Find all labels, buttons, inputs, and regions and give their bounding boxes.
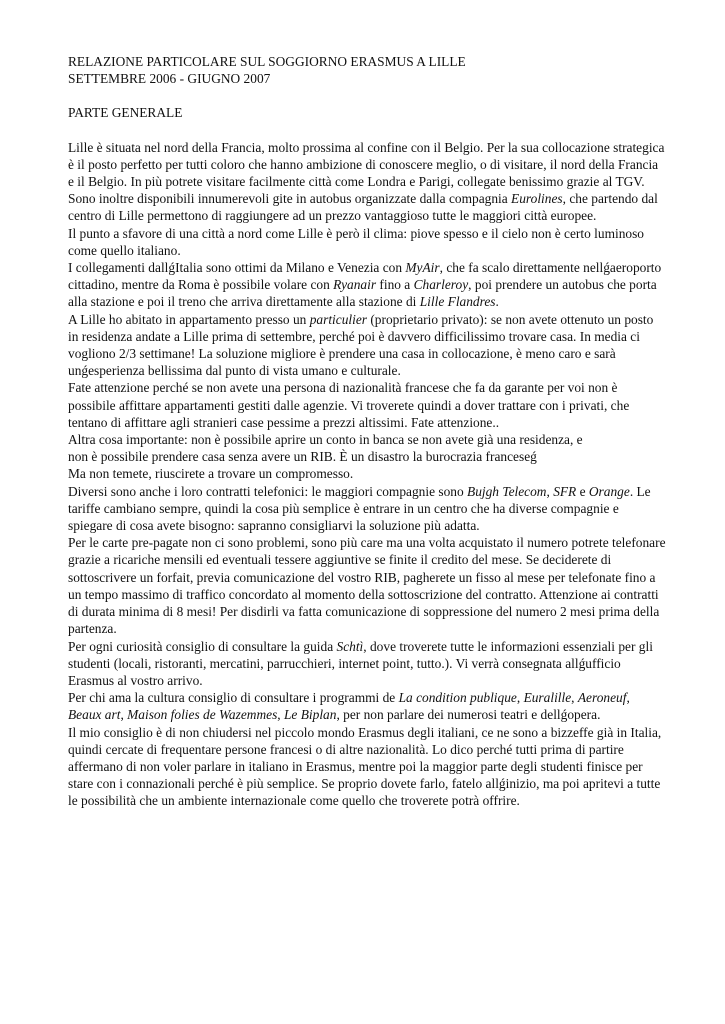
paragraph-climate: Il punto a sfavore di una città a nord come Lille è però il clima: piove spesso e il cielo non è certo luminoso come quello italiano. bbox=[68, 225, 644, 258]
paragraph-culture: Per chi ama la cultura consiglio di consultare i programmi de La condition publique, Euralille, Aeroneuf, Beaux art, Maison folies de Wazemmes, Le Biplan, per non parlare dei numerosi teatri e dellǵopera. bbox=[68, 690, 630, 723]
paragraph-bank: Altra cosa importante: non è possibile aprire un conto in banca se non avete già una residenza, e non è possibile prendere casa senza avere un RIB. È un disastro la burocrazia franceseǵ Ma non temete, riuscirete a trovare un compromesso. bbox=[68, 432, 583, 482]
title-line-2: SETTEMBRE 2006 - GIUGNO 2007 bbox=[68, 71, 271, 87]
document-title bbox=[68, 53, 666, 87]
document-page bbox=[68, 53, 666, 810]
paragraph-prepaid: Per le carte pre-pagate non ci sono problemi, sono più care ma una volta acquistato il numero potrete telefonare grazie a ricariche mensili ed eventuali tessere aggiuntive se finite il credito del mese. Se deciderete di sottoscrivere un forfait, previa comunicazione del vostro RIB, pagherete un fisso al mese per telefonate fino a un tempo massimo di traffico concordato al momento della sottoscrizione del contratto. Attenzione ai contratti di durata minima di 8 mesi! Per disdirli va fatta comunicazione di soppressione del numero 2 mesi prima della partenza. bbox=[68, 535, 666, 637]
paragraph-advice: Il mio consiglio è di non chiudersi nel piccolo mondo Erasmus degli italiani, ce ne sono a bizzeffe già in Italia, quindi cercate di frequentare persone francesi o di altre nazionalità. Lo dico perché tutti prima di partire affermano di non voler parlare in italiano in Erasmus, mentre poi la maggior parte degli studenti finisce per stare con i connazionali perché è più semplice. Se proprio dovete farlo, fatelo allǵinizio, ma poi apritevi a tutte le possibilità che un ambiente internazionale come quello che troverete potrà offrire. bbox=[68, 724, 662, 809]
paragraph-transport: I collegamenti dallǵItalia sono ottimi da Milano e Venezia con MyAir, che fa scalo direttamente nellǵaeroporto cittadino, mentre da Roma è possibile volare con Ryanair fino a Charleroy, poi prendere un autobus che porta alla stazione e poi il treno che arriva direttamente alla stazione di Lille Flandres. bbox=[68, 260, 662, 310]
paragraph-agencies: Fate attenzione perché se non avete una persona di nazionalità francese che fa da garante per voi non è possibile affittare appartamenti gestiti dalle agenzie. Vi troverete quindi a dover trattare con i privati, che tentano di affittare agli stranieri case pessime a prezzi altissimi. Fate attenzione.. bbox=[68, 380, 630, 430]
paragraph-location: Lille è situata nel nord della Francia, molto prossima al confine con il Belgio. Per la sua collocazione strategica è il posto perfetto per tutti coloro che hanno ambizione di conoscere meglio, o di visitare, il nord della Francia e il Belgio. In più potrete visitare facilmente città come Londra e Parigi, collegate benissimo grazie al TGV. Sono inoltre disponibili innumerevoli gite in autobus organizzate dalla compagnia Eurolines, che partendo dal centro di Lille permettono di raggiungere ad un prezzo vantaggioso tutte le maggiori città europee. bbox=[68, 139, 665, 224]
paragraph-guide: Per ogni curiosità consiglio di consultare la guida Schtì, dove troverete tutte le informazioni essenziali per gli studenti (locali, ristoranti, mercatini, parrucchieri, internet point, tutto.). Vi verrà consegnata allǵufficio Erasmus al vostro arrivo. bbox=[68, 638, 653, 688]
paragraph-housing: A Lille ho abitato in appartamento presso un particulier (proprietario privato): se non avete ottenuto un posto in residenza andate a Lille prima di settembre, perché poi è davvero difficilissimo trovare casa. In media ci vogliono 2/3 settimane! La soluzione migliore è prendere una casa in collocazione, è meno caro e sarà unǵesperienza bellissima dal punto di vista umano e culturale. bbox=[68, 311, 654, 379]
section-heading: PARTE GENERALE bbox=[68, 105, 183, 121]
title-line-1: RELAZIONE PARTICOLARE SUL SOGGIORNO ERASMUS A LILLE bbox=[68, 54, 466, 69]
paragraph-phone-contracts: Diversi sono anche i loro contratti telefonici: le maggiori compagnie sono Bujgh Telecom, SFR e Orange. Le tariffe cambiano sempre, quindi la cosa più semplice è entrare in un centro che ha diverse compagnie e spiegare di cosa avete bisogno: sapranno consigliarvi la soluzione più adatta. bbox=[68, 483, 651, 534]
